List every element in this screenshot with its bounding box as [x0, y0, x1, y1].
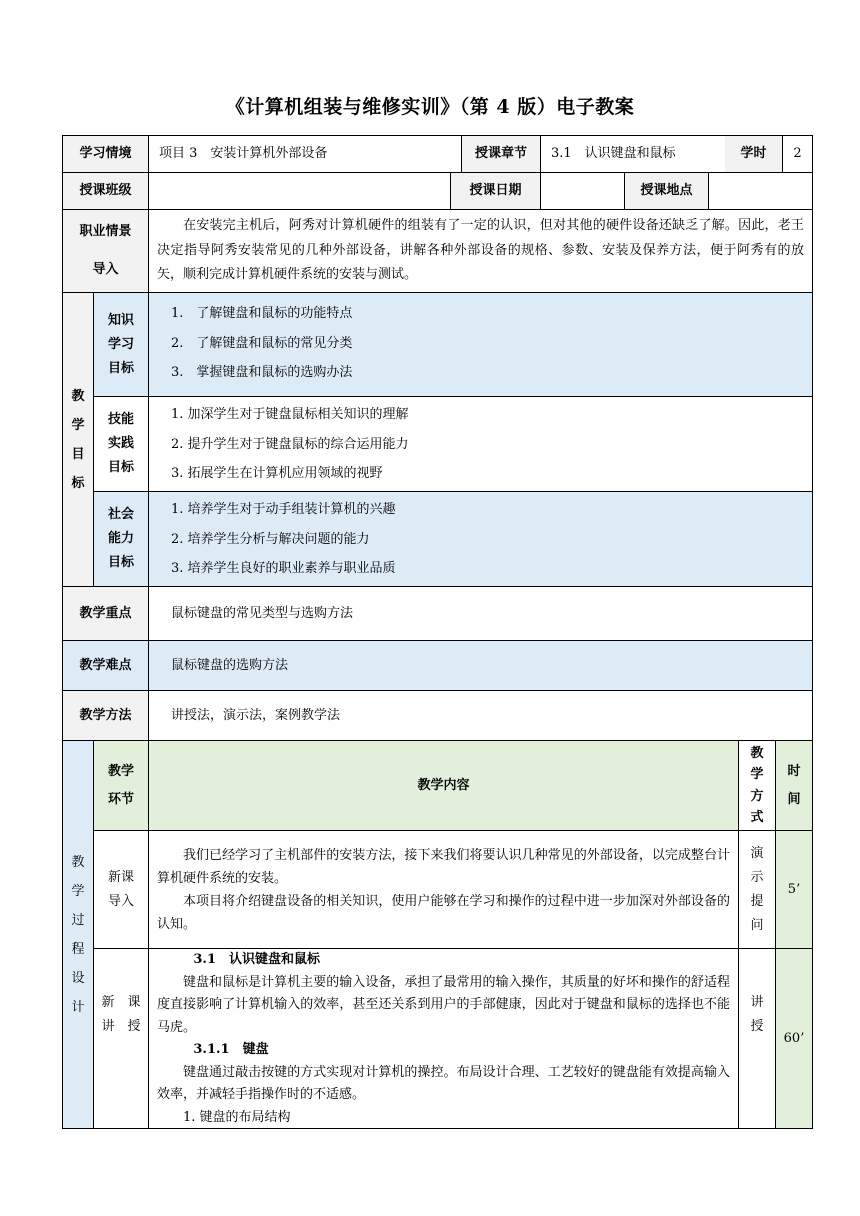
content-header: 教学内容: [149, 741, 739, 831]
lecture-stage-line: 讲 授: [101, 1019, 141, 1034]
knowledge-goal-label-line: 知识: [107, 312, 134, 328]
new-intro-mode: [739, 831, 776, 949]
mode-header-char: 式: [750, 810, 764, 825]
time-header: [776, 741, 813, 831]
date-label: 授课日期: [451, 173, 541, 210]
lecture-mode: [739, 949, 776, 1129]
process-label-char: 教: [71, 854, 85, 870]
intro-text: 在安装完主机后，阿秀对计算机硬件的组装有了一定的认识，但对其他的硬件设备还缺乏了解。因此，老王决定指导阿秀安装常见的几种外部设备，讲解各种外部设备的规格、参数、安装及保养方法，便于阿秀有的放矢，顺利完成计算机硬件系统的安装与测试。: [157, 218, 804, 282]
time-header-char: 时: [787, 763, 801, 779]
process-label-char: 学: [71, 883, 85, 899]
new-intro-stage-line: 新课: [107, 869, 134, 885]
process-label-char: 程: [71, 941, 85, 957]
class-value: [149, 173, 451, 210]
lecture-stage: [94, 949, 149, 1129]
new-intro-stage-line: 导入: [107, 893, 134, 909]
date-value: [541, 173, 625, 210]
intro-text-cell: [149, 210, 813, 293]
method-value: 讲授法，演示法，案例教学法: [149, 691, 813, 741]
lecture-paragraph: 键盘和鼠标是计算机主要的输入设备，承担了最常用的输入操作，其质量的好坏和操作的舒适程度直接影响了计算机输入的效率，甚至还关系到用户的手部健康，因此对于键盘和鼠标的选择也不能马虎。: [157, 974, 730, 1035]
stage-header-line: 教学: [107, 763, 134, 779]
goals-label-char: 学: [71, 417, 85, 433]
lesson-plan-table: [62, 135, 813, 1129]
skill-goal-label-line: 实践: [107, 436, 134, 451]
chapter-label: 授课章节: [462, 136, 541, 173]
new-intro-mode-char: 提: [750, 893, 764, 909]
new-intro-paragraph: 我们已经学习了主机部件的安装方法，接下来我们将要认识几种常见的外部设备，以完成整台计算机硬件系统的安装。: [157, 848, 730, 886]
skill-goal-item: 3. 拓展学生在计算机应用领域的视野: [171, 466, 383, 481]
hours-label: 学时: [725, 136, 783, 173]
lecture-mode-char: 授: [750, 1019, 764, 1034]
document-title: 《计算机组装与维修实训》（第 4 版）电子教案: [225, 96, 635, 118]
new-intro-content: [149, 831, 739, 949]
difficulty-label: 教学难点: [63, 641, 149, 691]
stage-header: [94, 741, 149, 831]
situation-value: 项目 3 安装计算机外部设备: [149, 136, 462, 173]
skill-goal-list: [149, 397, 813, 492]
social-goal-label: [94, 492, 149, 587]
social-goal-item: 1. 培养学生对于动手组装计算机的兴趣: [171, 502, 396, 517]
hours-value: 2: [783, 136, 813, 173]
lecture-content: [149, 949, 739, 1129]
new-intro-mode-char: 示: [750, 869, 764, 885]
key-point-label: 教学重点: [63, 587, 149, 641]
knowledge-goal-item: 1. 了解键盘和鼠标的功能特点: [171, 306, 353, 321]
social-goal-item: 3. 培养学生良好的职业素养与职业品质: [171, 561, 396, 576]
mode-header-char: 学: [750, 767, 764, 782]
mode-header-char: 教: [750, 745, 764, 761]
new-intro-time: 5’: [776, 831, 813, 949]
skill-goal-label: [94, 397, 149, 492]
social-goal-label-line: 社会: [107, 507, 134, 522]
lecture-mode-char: 讲: [750, 995, 764, 1010]
skill-goal-label-line: 技能: [107, 412, 134, 427]
class-label: 授课班级: [63, 173, 149, 210]
time-header-char: 间: [787, 791, 801, 807]
section-heading: 3.1 认识键盘和鼠标: [193, 952, 321, 967]
new-intro-mode-char: 问: [750, 917, 764, 933]
skill-goal-label-line: 目标: [107, 460, 134, 475]
goals-label: [63, 293, 94, 587]
difficulty-value: 鼠标键盘的选购方法: [149, 641, 813, 691]
skill-goal-item: 1. 加深学生对于键盘鼠标相关知识的理解: [171, 407, 409, 422]
new-intro-paragraph: 本项目将介绍键盘设备的相关知识，使用户能够在学习和操作的过程中进一步加深对外部设备的认知。: [157, 894, 730, 932]
method-label: 教学方法: [63, 691, 149, 741]
place-value: [709, 173, 813, 210]
intro-label-line: 职业情景: [79, 224, 132, 239]
knowledge-goal-item: 3. 掌握键盘和鼠标的选购办法: [171, 365, 353, 380]
skill-goal-item: 2. 提升学生对于键盘鼠标的综合运用能力: [171, 436, 409, 452]
situation-label: 学习情境: [63, 136, 149, 173]
new-intro-mode-char: 演: [750, 845, 764, 861]
knowledge-goal-item: 2. 了解键盘和鼠标的常见分类: [171, 335, 353, 351]
key-point-value: 鼠标键盘的常见类型与选购方法: [149, 587, 813, 641]
chapter-value: 3.1 认识键盘和鼠标: [541, 136, 783, 173]
knowledge-goal-list: [149, 293, 813, 397]
goals-label-char: 目: [71, 446, 85, 462]
knowledge-goal-label-line: 目标: [107, 360, 134, 376]
stage-header-line: 环节: [107, 791, 134, 807]
knowledge-goal-label: [94, 293, 149, 397]
process-label: [63, 741, 94, 1129]
intro-label: [63, 210, 149, 293]
lecture-time: 60’: [776, 949, 813, 1129]
subsection-heading: 3.1.1 键盘: [193, 1042, 269, 1057]
social-goal-label-line: 目标: [107, 555, 134, 570]
process-label-char: 过: [71, 912, 85, 928]
lecture-stage-line: 新 课: [101, 995, 141, 1010]
knowledge-goal-label-line: 学习: [107, 336, 134, 352]
mode-header-char: 方: [750, 788, 764, 804]
goals-label-char: 标: [71, 475, 85, 491]
lecture-list-item: 1. 键盘的布局结构: [183, 1109, 291, 1125]
process-label-char: 设: [71, 970, 85, 986]
social-goal-list: [149, 492, 813, 587]
social-goal-item: 2. 培养学生分析与解决问题的能力: [171, 531, 370, 547]
intro-label-line: 导入: [92, 262, 119, 277]
goals-label-char: 教: [71, 388, 85, 404]
new-intro-stage: [94, 831, 149, 949]
place-label: 授课地点: [625, 173, 709, 210]
social-goal-label-line: 能力: [107, 531, 134, 546]
mode-header: [739, 741, 776, 831]
lecture-paragraph: 键盘通过敲击按键的方式实现对计算机的操控。布局设计合理、工艺较好的键盘能有效提高输入效率，并减轻手指操作时的不适感。: [157, 1064, 730, 1102]
process-label-char: 计: [71, 999, 85, 1015]
